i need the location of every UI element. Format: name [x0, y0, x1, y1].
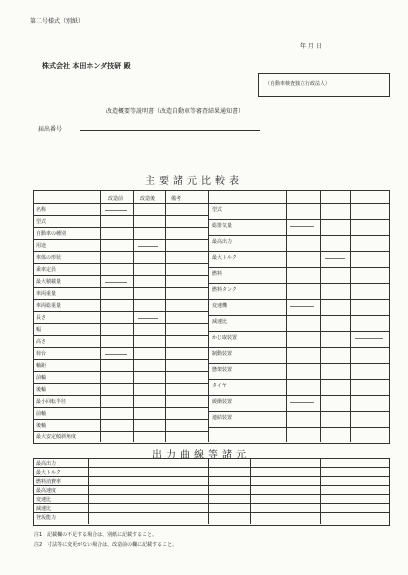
- rule: [33, 431, 208, 432]
- entry-mark: [355, 338, 383, 339]
- power-label: 最大トルク: [36, 470, 61, 476]
- spec-divider-5: [320, 190, 321, 442]
- spec-label: 乗車定員: [36, 267, 57, 273]
- spec-label: 軸距: [36, 363, 47, 369]
- rule: [208, 411, 389, 412]
- footnote: 注2 寸法等に変更がない場合は、改造前の欄に記載すること。: [34, 542, 178, 548]
- rule: [208, 251, 389, 252]
- entry-mark: [138, 246, 158, 247]
- spec-label: 用途: [36, 243, 47, 249]
- rule: [33, 485, 389, 486]
- rule: [33, 395, 208, 396]
- rule: [33, 512, 389, 513]
- rule: [208, 395, 389, 396]
- spec-label: 車両重量: [36, 291, 57, 297]
- rule: [33, 476, 389, 477]
- rule: [33, 419, 208, 420]
- power-label: 燃料消費率: [36, 479, 62, 485]
- rule: [33, 383, 208, 384]
- rule: [33, 503, 389, 504]
- spec-col-remarks: 備考: [171, 196, 182, 202]
- spec-label: 車両総重量: [36, 303, 62, 309]
- entry-mark: [290, 402, 314, 403]
- rule: [33, 311, 208, 312]
- rule: [208, 331, 389, 332]
- spec-label: 型式: [36, 219, 47, 225]
- rule: [208, 267, 389, 268]
- spec-label: 前輪: [36, 375, 47, 381]
- power-table-title: 出力曲線等諸元: [152, 450, 250, 461]
- rule: [208, 235, 389, 236]
- spec-label: 車体の形状: [36, 255, 62, 261]
- rule: [33, 215, 208, 216]
- spec-right-label: 減速比: [212, 319, 228, 325]
- form-label: 第二号様式（別紙）: [30, 18, 85, 25]
- rule: [33, 227, 208, 228]
- spec-right-label: 変速機: [212, 303, 228, 309]
- boxed-note: （自動車検査独立行政法人）: [258, 73, 390, 97]
- entry-mark: [290, 226, 314, 227]
- spec-right-label: 型式: [212, 207, 223, 213]
- entry-mark: [105, 354, 127, 355]
- spec-divider-4: [286, 190, 287, 442]
- rule: [33, 251, 208, 252]
- rule: [33, 467, 389, 468]
- spec-right-label: 緩衝装置: [212, 399, 233, 405]
- rule: [33, 275, 208, 276]
- subject-label: 届出番号: [38, 126, 63, 133]
- rule: [33, 239, 208, 240]
- recipient: 株式会社 本田ホンダ技研 殿: [42, 62, 131, 70]
- rule: [208, 363, 389, 364]
- spec-right-label: 懸架装置: [212, 367, 233, 373]
- rule: [208, 347, 389, 348]
- rule: [33, 335, 208, 336]
- spec-divider-mid: [208, 190, 209, 442]
- spec-col-after: 改造後: [140, 196, 156, 202]
- spec-right-label: 連結装置: [212, 415, 233, 421]
- date-label: 年 月 日: [300, 43, 322, 50]
- rule: [208, 427, 389, 428]
- rule: [208, 379, 389, 380]
- power-label: 減速比: [36, 506, 52, 512]
- spec-right-label: 総排気量: [212, 223, 233, 229]
- spec-right-label: 燃料タンク: [212, 287, 237, 293]
- entry-mark: [325, 258, 345, 259]
- spec-label: 幅: [36, 327, 42, 333]
- subject-line: [80, 130, 260, 131]
- footnote: 注1 記載欄の不足する場合は、別紙に記載すること。: [34, 532, 158, 538]
- rule: [33, 494, 389, 495]
- spec-label: 自動車の種別: [36, 231, 67, 237]
- rule: [208, 315, 389, 316]
- spec-header-line: [33, 203, 389, 204]
- power-label: 変速比: [36, 497, 52, 503]
- rule: [33, 407, 208, 408]
- spec-right-label: タイヤ: [212, 383, 227, 389]
- power-label: 最高出力: [36, 461, 57, 467]
- spec-label: 後軸: [36, 423, 47, 429]
- spec-right-label: 最高出力: [212, 239, 233, 245]
- spec-label: 最大積載量: [36, 279, 62, 285]
- rule: [33, 263, 208, 264]
- heading: 改造概要等説明書（改造自動車等審査結果通知書）: [106, 108, 245, 115]
- entry-mark: [105, 210, 127, 211]
- rule: [208, 283, 389, 284]
- spec-label: 荷台: [36, 351, 47, 357]
- spec-label: 最大安定傾斜角度: [36, 434, 77, 440]
- entry-mark: [138, 318, 158, 319]
- power-table: [33, 458, 390, 526]
- spec-table-title: 主要諸元比較表: [145, 176, 243, 187]
- spec-right-label: かじ取装置: [212, 335, 238, 341]
- spec-label: 名称: [36, 207, 47, 213]
- rule: [33, 371, 208, 372]
- rule: [33, 359, 208, 360]
- rule: [33, 323, 208, 324]
- spec-right-label: 燃料: [212, 271, 223, 277]
- rule: [208, 219, 389, 220]
- rule: [33, 299, 208, 300]
- entry-mark: [105, 282, 127, 283]
- spec-divider-6: [350, 190, 351, 442]
- spec-label: 前軸: [36, 411, 47, 417]
- power-label: 登坂能力: [36, 515, 57, 521]
- spec-right-label: 制動装置: [212, 351, 233, 357]
- power-label: 最高速度: [36, 488, 57, 494]
- spec-label: 後輪: [36, 387, 47, 393]
- rule: [33, 287, 208, 288]
- entry-mark: [290, 306, 314, 307]
- rule: [208, 299, 389, 300]
- rule: [33, 347, 208, 348]
- spec-label: 高さ: [36, 339, 47, 345]
- spec-right-label: 最大トルク: [212, 255, 237, 261]
- spec-col-before: 改造前: [108, 196, 124, 202]
- spec-label: 最小回転半径: [36, 399, 67, 405]
- spec-label: 長さ: [36, 315, 47, 321]
